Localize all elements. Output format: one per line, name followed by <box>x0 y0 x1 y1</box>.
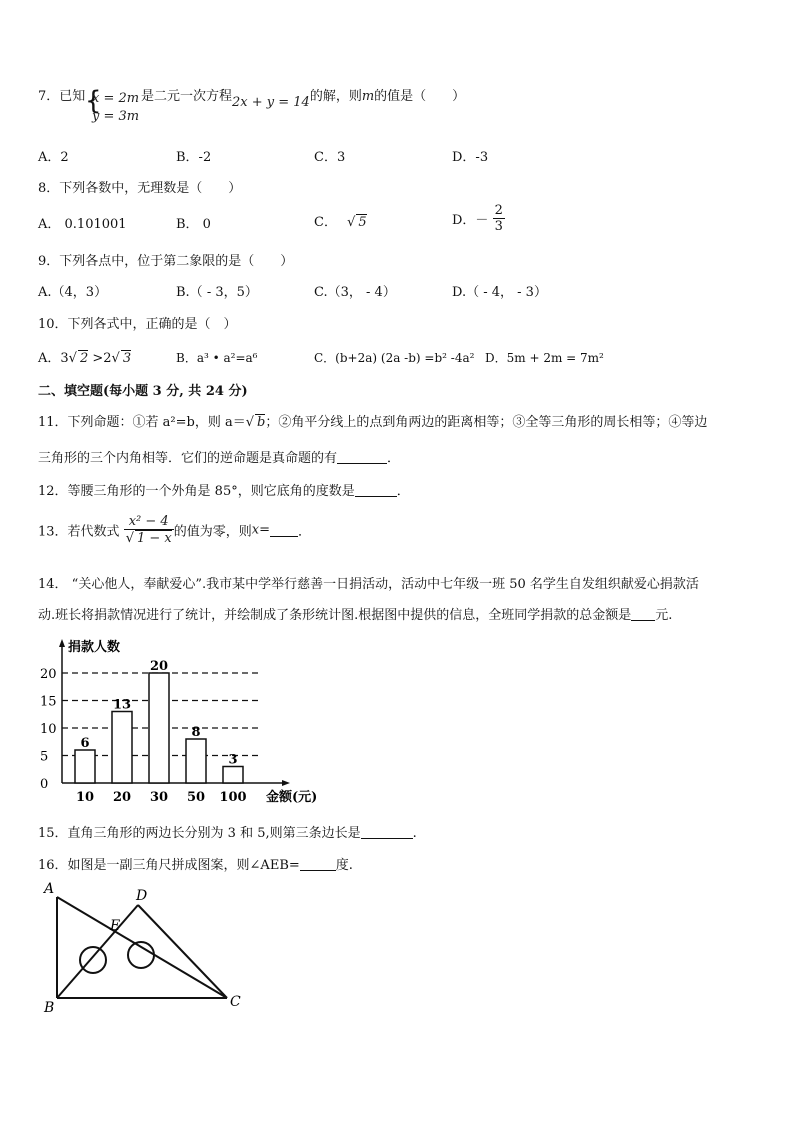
bar-value-label: 3 <box>228 752 238 768</box>
q13-end: ． <box>298 524 312 540</box>
y-axis-title: 捐款人数 <box>68 640 121 655</box>
answer-blank[interactable] <box>631 608 655 621</box>
q7-equation: 2x + y = 14 <box>232 95 310 110</box>
sqrt-sign: √ <box>125 531 134 546</box>
x-axis-title: 金额(元) <box>266 790 318 805</box>
section-title: 二、填空题(每小题 3 分, 共 24 分) <box>38 384 248 399</box>
label-d: D <box>136 888 148 904</box>
q8-option-c-label: C． <box>314 215 337 230</box>
answer-blank[interactable] <box>361 826 413 839</box>
q8-fraction <box>493 203 505 234</box>
q14-line2-text: 动.班长将捐款情况进行了统计，并绘制成了条形统计图.根据图中提供的信息，全班同学捐款的总金额是 <box>38 608 632 623</box>
bar <box>75 750 95 783</box>
q7-option-c: C．3 <box>314 150 346 165</box>
x-axis-arrow <box>282 780 290 786</box>
q14-line1: 14． “关心他人，奉献爱心”.我市某中学举行慈善一日捐活动，活动中七年级一班 50 名学生自发组织献爱心捐款活 <box>38 577 699 592</box>
x-tick-label: 20 <box>112 790 132 805</box>
label-c: C <box>230 994 241 1010</box>
q8-option-c <box>314 211 367 230</box>
y-tick-label: 15 <box>40 694 57 710</box>
bar-value-label: 6 <box>80 736 90 751</box>
q10-radicand-2: 3 <box>122 351 132 366</box>
answer-blank[interactable] <box>337 451 387 464</box>
q7-option-d: D．-3 <box>452 150 489 165</box>
q10-option-a <box>38 347 131 366</box>
q7-suffix1: 的解，则 <box>309 89 362 104</box>
q7-option-a: A．2 <box>38 150 69 165</box>
q8-option-d-label: D．－ <box>452 213 489 228</box>
q13-eq: = <box>259 522 271 538</box>
bar <box>149 673 169 783</box>
q13-var: x <box>251 522 260 538</box>
q9-option-c: C.（3， - 4） <box>314 285 396 300</box>
q8-option-d <box>452 203 505 234</box>
q12-text: 12．等腰三角形的一个外角是 85°，则它底角的度数是 <box>38 484 355 499</box>
q10-option-d: D．5m + 2m = 7m² <box>485 351 604 365</box>
q8-stem: 8．下列各数中，无理数是（ ） <box>38 181 242 196</box>
q10-option-a-mid: >2 <box>88 351 112 366</box>
answer-blank[interactable] <box>300 858 336 871</box>
y-tick-label: 20 <box>40 667 57 682</box>
x-tick-label: 100 <box>219 790 247 805</box>
x-tick-label: 50 <box>186 790 206 805</box>
q7-stem <box>38 85 85 104</box>
edge-a-c <box>57 897 227 998</box>
bar-value-label: 20 <box>149 659 169 674</box>
q7-var: m <box>361 89 375 104</box>
q13-fraction <box>124 514 174 546</box>
q9-stem: 9．下列各点中，位于第二象限的是（ ） <box>38 254 294 269</box>
q15-text: 15．直角三角形的两边长分别为 3 和 5,则第三条边长是 <box>38 826 361 841</box>
q11-radicand: b <box>257 415 266 430</box>
answer-blank[interactable] <box>270 524 298 537</box>
q9-option-b: B.（ - 3，5） <box>176 285 258 300</box>
donation-bar-chart <box>30 635 330 815</box>
q11-line2 <box>38 447 400 466</box>
q10-option-a-label: A．3 <box>38 351 69 366</box>
y-tick-label: 5 <box>40 749 49 765</box>
q12-line <box>38 480 410 499</box>
q7-suffix2: 的值是（ ） <box>374 89 466 104</box>
y-tick-label: 0 <box>40 777 49 792</box>
bar <box>223 767 243 784</box>
sqrt-sign: √ <box>68 351 77 366</box>
q9-option-a: A.（4，3） <box>38 285 108 300</box>
q10-stem: 10．下列各式中，正确的是（ ） <box>38 317 237 332</box>
q13-radicand: 1 − x <box>136 531 172 546</box>
q7-system-line2: y = 3m <box>92 109 140 124</box>
system-brace: { <box>85 86 102 116</box>
q10-option-c: C．(b+2a) (2a -b) =b² -4a² <box>314 351 475 365</box>
sqrt-sign: √ <box>111 351 120 366</box>
q10-radicand-1: 2 <box>79 351 89 366</box>
q7-option-b: B．-2 <box>176 150 212 165</box>
q13-fraction-num: x² − 4 <box>124 514 174 530</box>
edge-d-c <box>138 905 227 998</box>
q14-line2 <box>38 604 672 623</box>
q7-mid-text: 是二元一次方程 <box>141 89 233 104</box>
bar <box>112 712 132 784</box>
q16-end: 度. <box>335 858 353 873</box>
y-tick-label: 10 <box>40 722 57 737</box>
triangle-ruler-figure <box>38 880 268 1020</box>
bar <box>186 739 206 783</box>
ruler-hole-left <box>80 947 106 973</box>
x-tick-label: 10 <box>75 790 95 805</box>
q10-option-b: B．a³ • a²=a⁶ <box>176 351 258 365</box>
q16-line <box>38 854 353 873</box>
q11-part1: 11．下列命题：①若 a²=b，则 a＝ <box>38 415 246 430</box>
x-tick-label: 30 <box>149 790 169 805</box>
bar-value-label: 13 <box>112 697 132 713</box>
y-axis-arrow <box>59 639 65 647</box>
q8-fraction-den: 3 <box>494 219 503 234</box>
q14-end: 元. <box>655 608 673 623</box>
q16-text: 16．如图是一副三角尺拼成图案，则∠AEB= <box>38 858 300 873</box>
q7-stem-rest <box>141 85 466 110</box>
sqrt-sign: √ <box>245 415 255 430</box>
label-e: E <box>110 918 121 934</box>
q8-radicand: 5 <box>358 215 367 230</box>
q13-prefix: 13．若代数式 <box>38 524 120 540</box>
q13-line <box>38 514 311 546</box>
answer-blank[interactable] <box>355 484 397 497</box>
label-b: B <box>44 1000 55 1016</box>
bar-value-label: 8 <box>191 725 201 740</box>
q8-fraction-num: 2 <box>494 203 503 218</box>
edge-b-d <box>57 905 138 998</box>
q11-part2: ；②角平分线上的点到角两边的距离相等；③全等三角形的周长相等；④等边 <box>265 415 708 430</box>
q11-line1 <box>38 411 707 430</box>
q7-prefix: 7．已知 <box>38 89 86 104</box>
q13-mid: 的值为零，则 <box>173 524 252 540</box>
q8-option-b: B． 0 <box>176 217 211 232</box>
label-a: A <box>44 881 55 897</box>
q7-system-line1: x = 2m <box>92 91 140 106</box>
q8-option-a: A． 0.101001 <box>38 217 127 232</box>
q9-option-d: D.（ - 4， - 3） <box>452 285 547 300</box>
sqrt-sign: √ <box>347 215 356 230</box>
q12-end: ． <box>396 484 410 499</box>
q13-fraction-den <box>124 530 174 546</box>
q15-end: . <box>412 826 417 841</box>
q11-end: ． <box>387 451 401 466</box>
q15-line <box>38 822 417 841</box>
q11-line2-text: 三角形的三个内角相等．它们的逆命题是真命题的有 <box>38 451 338 466</box>
